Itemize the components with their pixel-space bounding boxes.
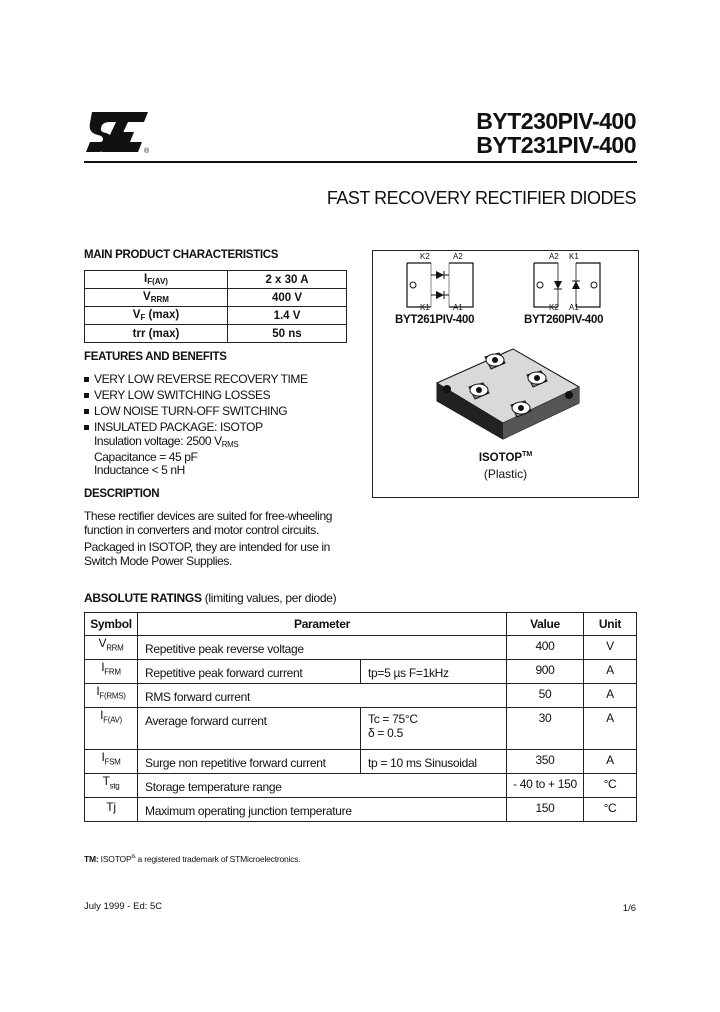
byt260-schematic [530,255,604,315]
table-row: $I_{F(AV)}$ 2 x 30 A [85,271,347,289]
table-row: $V_F$ (max) 1.4 V [85,307,347,325]
table-row: $I_{F(RMS)}$ RMS forward current 50 A [85,684,637,708]
features-list [84,372,354,477]
package-box: K2 A2 K1 A1 BYT261PIV-400 A2 K1 K2 A1 BYT260PIV-400 ISOTOP™ (Plastic) [372,250,639,498]
st-logo [84,108,152,156]
product-title-2: BYT231PIV-400 [476,132,636,158]
header-rule [84,161,637,163]
table-row: Tj Maximum operating junction temperature 150 °C [85,798,637,822]
list-item: VERY LOW REVERSE RECOVERY TIME [84,372,354,387]
footer-date: July 1999 - Ed: 5C [84,901,163,912]
table-row: $I_{FRM}$ Repetitive peak forward current tp=5 µs F=1kHz 900 A [85,660,637,684]
table-row: $I_{FSM}$ Surge non repetitive forward current tp = 10 ms Sinusoidal 350 A [85,750,637,774]
table-row: trr (max) 50 ns [85,325,347,343]
byt261-schematic [403,255,477,315]
bullet-icon [84,409,89,414]
bullet-icon [84,377,89,382]
features-heading: FEATURES AND BENEFITS [84,351,227,363]
table-row: $V_{RRM}$ Repetitive peak reverse voltage 400 V [85,636,637,660]
table-header-row: Symbol Parameter Value Unit [85,613,637,636]
package-material: (Plastic) [483,467,528,481]
main-characteristics-heading: MAIN PRODUCT CHARACTERISTICS [84,249,279,261]
ratings-table [84,612,637,822]
ratings-heading: ABSOLUTE RATINGS (limiting values, per diode) [84,591,337,605]
table-row: $I_{F(AV)}$ Average forward current Tc = 75°C δ = 0.5 30 A [85,708,637,750]
isotop-details: Insulation voltage: 2500 $V_{RMS}$ Capacitance = 45 pF Inductance < 5 nH [94,434,239,477]
list-item: VERY LOW SWITCHING LOSSES [84,388,354,403]
document-subtitle: FAST RECOVERY RECTIFIER DIODES [326,188,636,208]
trademark-footnote: TM: $ISOTOP^{is}$ a registered trademark of STMicroelectronics. [84,854,301,864]
product-title-1: BYT230PIV-400 [476,108,636,134]
package-name: ISOTOP™ [478,451,533,464]
bullet-icon [84,425,89,430]
description-text: These rectifier devices are suited for free-wheeling function in converters and motor control circuits. Packaged in ISOTOP, they are intended for use in Switch Mode Power Supplies. [84,509,332,568]
byt261-label: BYT261PIV-400 [395,314,475,326]
logo-trademark: ® [144,148,150,155]
list-item: LOW NOISE TURN-OFF SWITCHING [84,404,354,419]
description-heading: DESCRIPTION [84,488,160,500]
main-characteristics-table [84,270,347,343]
byt260-label: BYT260PIV-400 [524,314,604,326]
isotop-package-illustration [433,343,583,443]
table-row: $V_{RRM}$ 400 V [85,289,347,307]
page-number: 1/6 [622,903,636,914]
bullet-icon [84,393,89,398]
table-row: $T_{stg}$ Storage temperature range - 40 to + 150 °C [85,774,637,798]
list-item: INSULATED PACKAGE: ISOTOP [84,420,354,435]
